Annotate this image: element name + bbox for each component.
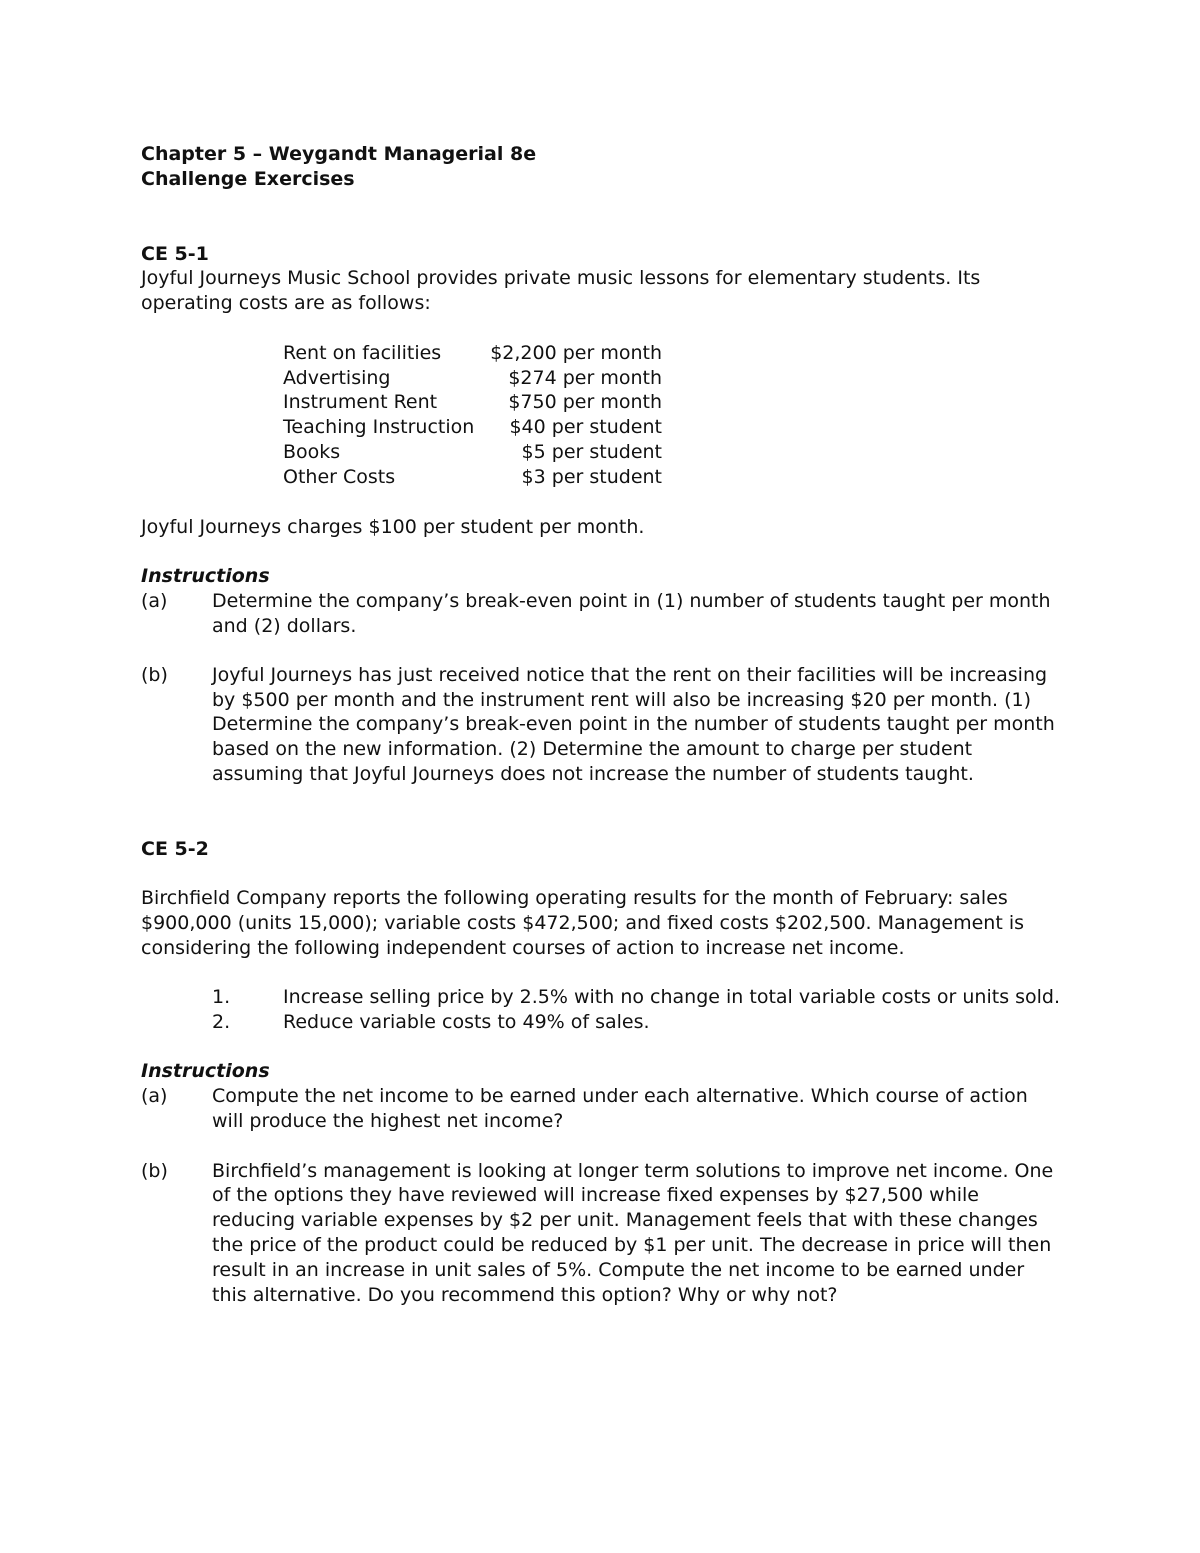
ce2-option-number: 1. (212, 986, 231, 1008)
ce1-part-b-line: assuming that Joyful Journeys does not increase the number of students taught. (212, 763, 974, 785)
ce1-part-b-line: Joyful Journeys has just received notice that the rent on their facilities will be increasing (212, 664, 1048, 686)
ce1-instructions-heading: Instructions (141, 565, 270, 587)
ce2-option-text: Reduce variable costs to 49% of sales. (283, 1011, 650, 1033)
cost-label: Advertising (283, 367, 391, 389)
ce1-heading: CE 5-1 (141, 243, 209, 265)
ce1-intro-line: Joyful Journeys Music School provides private music lessons for elementary students. Its (141, 267, 981, 289)
ce1-part-b-line: Determine the company’s break-even point in the number of students taught per month (212, 713, 1055, 735)
ce1-part-a-label: (a) (141, 590, 168, 612)
cost-label: Rent on facilities (283, 342, 442, 364)
ce2-part-a-label: (a) (141, 1085, 168, 1107)
ce2-part-b-line: reducing variable expenses by $2 per unit. Management feels that with these changes (212, 1209, 1038, 1231)
ce1-part-b-line: based on the new information. (2) Determine the amount to charge per student (212, 738, 973, 760)
ce2-option-number: 2. (212, 1011, 231, 1033)
ce2-intro-line: considering the following independent courses of action to increase net income. (141, 937, 905, 959)
cost-value: $3 per student (521, 466, 662, 488)
ce2-part-b-line: the price of the product could be reduced by $1 per unit. The decrease in price will then (212, 1234, 1052, 1256)
cost-label: Other Costs (283, 466, 396, 488)
ce1-part-b-line: by $500 per month and the instrument rent will also be increasing $20 per month. (1) (212, 689, 1031, 711)
cost-value: $750 per month (508, 391, 662, 413)
cost-label: Books (283, 441, 341, 463)
ce2-part-b-label: (b) (141, 1160, 168, 1182)
ce2-part-b-line: Birchfield’s management is looking at longer term solutions to improve net income. One (212, 1160, 1054, 1182)
cost-value: $40 per student (509, 416, 662, 438)
ce2-part-a-line: Compute the net income to be earned under each alternative. Which course of action (212, 1085, 1028, 1107)
ce1-part-b-label: (b) (141, 664, 168, 686)
cost-value: $274 per month (508, 367, 662, 389)
cost-label: Teaching Instruction (283, 416, 475, 438)
ce2-part-b-line: of the options they have reviewed will increase fixed expenses by $27,500 while (212, 1184, 979, 1206)
ce2-part-b-line: this alternative. Do you recommend this option? Why or why not? (212, 1284, 838, 1306)
ce2-intro-line: $900,000 (units 15,000); variable costs $472,500; and fixed costs $202,500. Management is (141, 912, 1025, 934)
ce2-heading: CE 5-2 (141, 838, 209, 860)
ce1-part-a-line: Determine the company’s break-even point in (1) number of students taught per month (212, 590, 1051, 612)
cost-value: $5 per student (521, 441, 662, 463)
ce2-part-b-line: result in an increase in unit sales of 5%. Compute the net income to be earned under (212, 1259, 1025, 1281)
ce2-option-text: Increase selling price by 2.5% with no change in total variable costs or units sold. (283, 986, 1061, 1008)
cost-label: Instrument Rent (283, 391, 438, 413)
ce2-intro-line: Birchfield Company reports the following operating results for the month of February: sales (141, 887, 1008, 909)
document-subtitle: Challenge Exercises (141, 168, 355, 190)
ce1-charges: Joyful Journeys charges $100 per student per month. (141, 516, 645, 538)
ce1-part-a-line: and (2) dollars. (212, 615, 357, 637)
document-title: Chapter 5 – Weygandt Managerial 8e (141, 143, 537, 165)
ce2-part-a-line: will produce the highest net income? (212, 1110, 564, 1132)
cost-value: $2,200 per month (490, 342, 662, 364)
ce1-intro-line: operating costs are as follows: (141, 292, 431, 314)
ce2-instructions-heading: Instructions (141, 1060, 270, 1082)
